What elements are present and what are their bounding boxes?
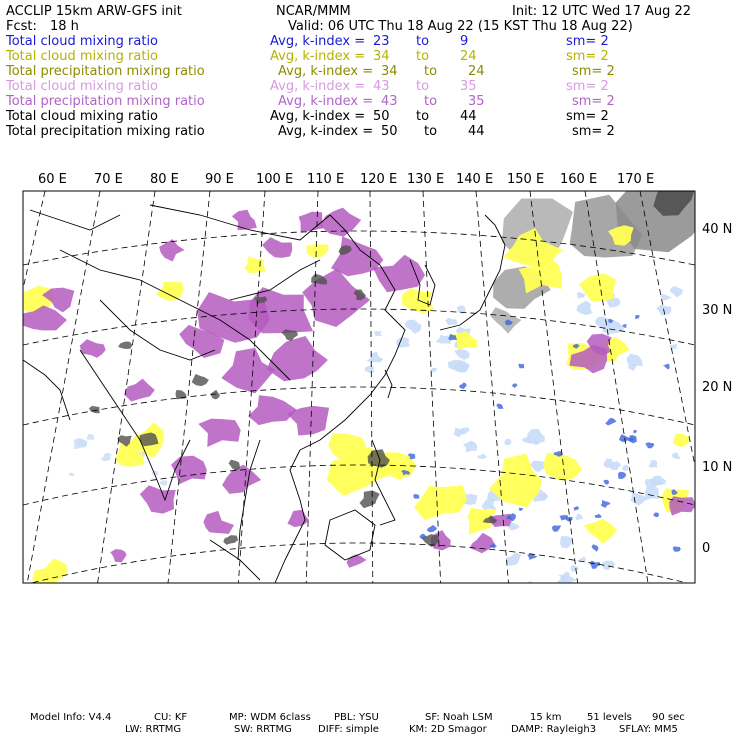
longitude-label: 90 E — [205, 172, 234, 187]
longitude-label: 150 E — [507, 172, 545, 187]
mid-cloud-shade — [328, 433, 367, 461]
field-to: to — [424, 64, 438, 79]
footer-item: DIFF: simple — [318, 724, 379, 735]
field-name: Total precipitation mixing ratio — [6, 64, 205, 79]
precip-shade — [299, 212, 323, 233]
field-smoothing: sm= 2 — [572, 94, 615, 109]
longitude-label: 140 E — [456, 172, 494, 187]
mid-cloud-shade — [414, 485, 467, 520]
field-avg-label: Avg, k-index = — [270, 49, 366, 64]
field-name: Total precipitation mixing ratio — [6, 124, 205, 139]
cloud-shade — [405, 320, 422, 334]
cloud-dot — [635, 315, 640, 319]
field-avg-label: Avg, k-index = — [278, 64, 374, 79]
footer-item: PBL: YSU — [334, 712, 379, 723]
cloud-shade — [669, 344, 677, 350]
mid-cloud-shade — [543, 453, 582, 481]
cloud-dot — [622, 324, 627, 328]
field-k-start: 43 — [373, 79, 390, 94]
longitude-label: 130 E — [407, 172, 445, 187]
cloud-shade — [557, 575, 577, 588]
mid-cloud-shade — [673, 434, 691, 447]
footer-item: Model Info: V4.4 — [30, 712, 112, 723]
mid-cloud-shade — [450, 331, 478, 350]
precip-shade — [347, 554, 367, 567]
precip-shade — [203, 511, 234, 534]
cloud-dot — [496, 404, 503, 409]
field-name: Total cloud mixing ratio — [6, 109, 159, 124]
cloud-shade — [577, 301, 593, 316]
precip-shade — [470, 533, 496, 554]
cloud-dot — [595, 514, 602, 518]
coastline — [385, 370, 392, 398]
cloud-shade — [670, 286, 683, 297]
cloud-shade — [448, 360, 470, 372]
init-time: Init: 12 UTC Wed 17 Aug 22 — [512, 4, 692, 19]
cloud-dot — [601, 500, 611, 508]
cloud-dot — [619, 434, 630, 442]
cloud-dot — [413, 494, 419, 499]
latitude-label: 30 N — [702, 303, 733, 318]
cloud-shade — [577, 292, 586, 299]
cloud-dot — [663, 364, 670, 370]
cloud-shade — [445, 318, 457, 326]
field-avg-label: Avg, k-index = — [278, 124, 374, 139]
cloud-dot — [419, 534, 426, 539]
cloud-shade — [560, 536, 572, 548]
field-k-start: 50 — [381, 124, 398, 139]
field-k-end: 44 — [468, 124, 485, 139]
fcst-value: 18 h — [50, 19, 79, 34]
convective-core — [311, 274, 327, 285]
field-name: Total cloud mixing ratio — [6, 79, 159, 94]
cloud-dot — [512, 383, 518, 388]
field-avg-label: Avg, k-index = — [270, 79, 366, 94]
field-k-end: 24 — [468, 64, 485, 79]
latitude-label: 20 N — [702, 380, 733, 395]
cloud-dot — [605, 418, 616, 426]
field-avg-label: Avg, k-index = — [270, 34, 366, 49]
footer-item: 90 sec — [652, 712, 685, 723]
coastline — [30, 210, 120, 230]
field-smoothing: sm= 2 — [572, 124, 615, 139]
footer-item: 15 km — [530, 712, 562, 723]
cloud-shade — [86, 434, 94, 440]
cloud-shade — [506, 552, 522, 565]
latitude-label: 0 — [702, 541, 711, 556]
cloud-shade — [69, 472, 75, 476]
field-k-end: 35 — [468, 94, 485, 109]
latitude-label: 10 N — [702, 460, 733, 475]
model-title: ACCLIP 15km ARW-GFS init — [6, 4, 182, 19]
precip-shade — [140, 485, 176, 513]
cloud-shade — [504, 439, 511, 445]
cloud-dot — [518, 364, 524, 369]
longitude-label: 170 E — [617, 172, 655, 187]
footer-item: LW: RRTMG — [125, 724, 182, 735]
footer-item: 51 levels — [587, 712, 632, 723]
cloud-shade — [571, 565, 580, 572]
precip-shade — [669, 496, 696, 515]
cloud-shade — [478, 453, 487, 459]
latitude-label: 40 N — [702, 222, 733, 237]
precip-shade — [248, 395, 297, 425]
precip-shade — [287, 510, 309, 527]
field-k-start: 43 — [381, 94, 398, 109]
cloud-shade — [630, 491, 647, 506]
mid-cloud-shade — [579, 273, 616, 301]
longitude-line — [423, 191, 441, 583]
convective-core — [360, 490, 380, 508]
convective-core — [223, 535, 238, 545]
precip-shade — [267, 336, 328, 381]
longitude-line — [27, 191, 100, 583]
field-smoothing: sm= 2 — [566, 79, 609, 94]
footer-item: DAMP: Rayleigh3 — [511, 724, 597, 735]
field-to: to — [416, 109, 430, 124]
center-label: NCAR/MMM — [276, 4, 351, 19]
cloud-dot — [634, 430, 638, 434]
precip-shade — [221, 348, 275, 394]
field-smoothing: sm= 2 — [566, 109, 609, 124]
cloud-dot — [519, 508, 523, 511]
cloud-dot — [427, 525, 437, 532]
field-k-start: 34 — [381, 64, 398, 79]
field-name: Total cloud mixing ratio — [6, 49, 159, 64]
field-k-end: 44 — [460, 109, 477, 124]
cloud-shade — [672, 452, 681, 459]
cloud-shade — [627, 364, 636, 371]
cloud-dot — [645, 442, 654, 448]
valid-time: Valid: 06 UTC Thu 18 Aug 22 (15 KST Thu 18 Aug 22) — [288, 19, 633, 34]
cloud-dot — [673, 546, 681, 552]
cloud-shade — [101, 453, 112, 461]
coastline — [325, 510, 375, 560]
footer-item: SFLAY: MM5 — [619, 724, 678, 735]
field-to: to — [416, 34, 430, 49]
field-k-start: 23 — [373, 34, 390, 49]
field-avg-label: Avg, k-index = — [270, 109, 366, 124]
precip-shade — [171, 456, 207, 485]
footer-item: CU: KF — [154, 712, 188, 723]
field-to: to — [416, 79, 430, 94]
cloud-shade — [622, 465, 629, 471]
field-k-end: 9 — [460, 34, 469, 49]
longitude-label: 80 E — [150, 172, 179, 187]
cloud-dot — [603, 480, 609, 485]
cloud-shade — [576, 514, 584, 521]
convective-core — [192, 374, 209, 386]
precip-shading — [16, 182, 711, 596]
mid-cloud-shade — [306, 244, 328, 258]
cloud-shade — [374, 331, 382, 337]
footer-item: SW: RRTMG — [234, 724, 292, 735]
footer-item: KM: 2D Smagor — [409, 724, 487, 735]
convective-core — [118, 342, 132, 350]
mid-cloud-shade — [244, 256, 265, 273]
cloud-shade — [454, 349, 469, 360]
precip-shade — [232, 210, 257, 231]
precip-shade — [124, 379, 155, 402]
field-k-end: 35 — [460, 79, 477, 94]
cloud-shade — [160, 480, 168, 486]
cloud-dot — [618, 472, 627, 479]
longitude-label: 70 E — [94, 172, 123, 187]
footer-item: MP: WDM 6class — [229, 712, 311, 723]
longitude-label: 110 E — [307, 172, 345, 187]
precip-shade — [198, 419, 240, 447]
longitude-label: 160 E — [560, 172, 598, 187]
mid-cloud-shade — [156, 282, 184, 301]
cloud-dot — [592, 544, 599, 552]
field-name: Total cloud mixing ratio — [6, 34, 159, 49]
footer-item: SF: Noah LSM — [425, 712, 493, 723]
field-k-end: 24 — [460, 49, 477, 64]
field-k-start: 34 — [373, 49, 390, 64]
cloud-dot — [552, 525, 561, 532]
mid-cloud-shade — [584, 519, 618, 544]
precip-shade — [262, 237, 292, 258]
cloud-shade — [648, 460, 657, 468]
cloud-dot — [574, 506, 579, 511]
field-smoothing: sm= 2 — [566, 49, 609, 64]
field-smoothing: sm= 2 — [566, 34, 609, 49]
field-k-start: 50 — [373, 109, 390, 124]
precip-shade — [320, 208, 361, 237]
cloud-shade — [463, 441, 477, 453]
longitude-label: 100 E — [256, 172, 294, 187]
convective-core — [89, 406, 100, 413]
fcst-label: Fcst: — [6, 19, 37, 34]
convective-core — [229, 460, 240, 471]
field-avg-label: Avg, k-index = — [278, 94, 374, 109]
field-smoothing: sm= 2 — [572, 64, 615, 79]
longitude-label: 120 E — [360, 172, 398, 187]
coastline — [210, 540, 260, 580]
cloud-shade — [436, 335, 452, 344]
high-cloud-shade — [490, 307, 521, 333]
field-to: to — [416, 49, 430, 64]
field-to: to — [424, 94, 438, 109]
cloud-shade — [602, 561, 615, 570]
mid-cloud-shade — [402, 288, 434, 313]
cloud-shade — [367, 352, 384, 362]
cloud-dot — [653, 512, 659, 517]
field-to: to — [424, 124, 438, 139]
cloud-shade — [365, 366, 374, 374]
longitude-label: 60 E — [38, 172, 67, 187]
precip-shade — [110, 549, 126, 562]
cloud-dot — [459, 382, 467, 389]
field-name: Total precipitation mixing ratio — [6, 94, 205, 109]
